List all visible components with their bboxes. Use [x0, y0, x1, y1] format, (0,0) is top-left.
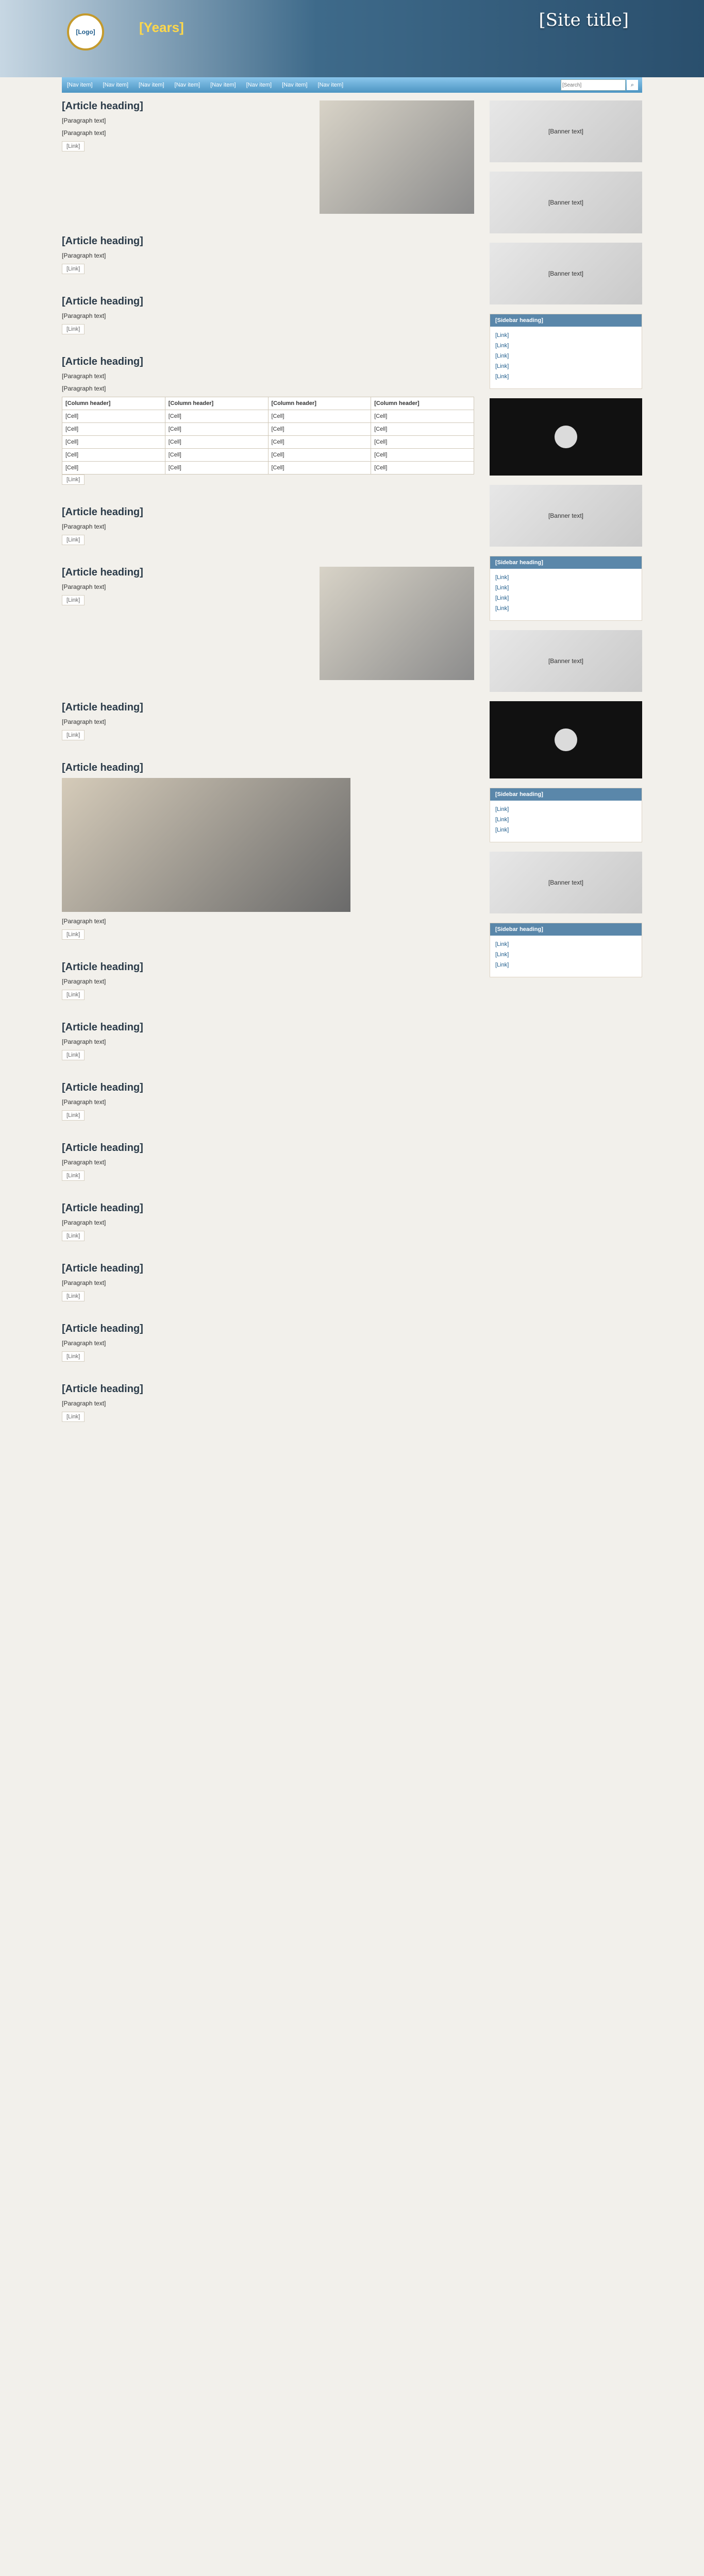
logo-text: [Logo] — [76, 28, 95, 36]
sidebar-banner[interactable]: [Banner text] — [490, 852, 642, 913]
more-link[interactable]: [Link] — [62, 1351, 85, 1362]
sidebar-box — [490, 556, 642, 621]
play-icon[interactable] — [555, 728, 577, 751]
article-paragraph: [Paragraph text] — [62, 117, 106, 124]
article — [62, 567, 474, 680]
table-row — [62, 449, 474, 462]
more-link[interactable]: [Link] — [62, 474, 85, 485]
sidebar-link[interactable]: [Link] — [495, 605, 509, 612]
article-paragraph: [Paragraph text] — [62, 583, 106, 590]
article-title: [Article heading] — [62, 1202, 143, 1214]
search-container — [561, 79, 638, 91]
article — [62, 1202, 474, 1241]
article-paragraph: [Paragraph text] — [62, 1098, 106, 1106]
article-paragraph: [Paragraph text] — [62, 372, 106, 380]
admissions-table — [62, 397, 474, 474]
sidebar-link[interactable]: [Link] — [495, 332, 509, 338]
sidebar-banner[interactable]: [Banner text] — [490, 100, 642, 162]
more-link[interactable]: [Link] — [62, 264, 85, 274]
article-paragraph: [Paragraph text] — [62, 1279, 106, 1286]
sidebar-link[interactable]: [Link] — [495, 827, 509, 833]
table-row — [62, 423, 474, 436]
more-link[interactable]: [Link] — [62, 1110, 85, 1121]
sidebar-link[interactable]: [Link] — [495, 374, 509, 380]
article-title: [Article heading] — [62, 356, 143, 367]
logo-emblem — [67, 13, 104, 50]
video-player[interactable] — [490, 398, 642, 476]
sidebar-title: [Sidebar heading] — [490, 556, 642, 569]
more-link[interactable]: [Link] — [62, 1412, 85, 1422]
article — [62, 961, 474, 1000]
sidebar-link[interactable]: [Link] — [495, 574, 509, 581]
article-paragraph: [Paragraph text] — [62, 312, 106, 319]
table-cell: [Cell] — [165, 449, 268, 462]
table-cell: [Cell] — [165, 410, 268, 423]
search-input[interactable] — [561, 79, 626, 91]
article-title: [Article heading] — [62, 1323, 143, 1334]
article-title: [Article heading] — [62, 100, 143, 112]
table-cell: [Cell] — [62, 449, 165, 462]
site-header — [0, 0, 704, 88]
table-cell: [Cell] — [268, 462, 371, 474]
article — [62, 1082, 474, 1121]
article-paragraph: [Paragraph text] — [62, 385, 106, 392]
sidebar-banner[interactable]: [Banner text] — [490, 243, 642, 304]
sidebar-link[interactable]: [Link] — [495, 595, 509, 601]
play-icon[interactable] — [555, 426, 577, 448]
sidebar-link[interactable]: [Link] — [495, 806, 509, 812]
sidebar-title: [Sidebar heading] — [490, 923, 642, 936]
article-title: [Article heading] — [62, 296, 143, 307]
nav-item[interactable]: [Nav item] — [174, 82, 200, 88]
site-logo[interactable] — [62, 9, 186, 66]
table-cell: [Cell] — [62, 436, 165, 449]
table-cell: [Cell] — [62, 423, 165, 436]
table-header: [Column header] — [268, 397, 371, 410]
table-cell: [Cell] — [371, 449, 474, 462]
article-title: [Article heading] — [62, 1263, 143, 1274]
sidebar — [490, 100, 642, 987]
table-cell: [Cell] — [371, 410, 474, 423]
article-paragraph: [Paragraph text] — [62, 1219, 106, 1226]
sidebar-link[interactable]: [Link] — [495, 952, 509, 958]
more-link[interactable]: [Link] — [62, 141, 85, 151]
sidebar-body — [490, 936, 642, 977]
article-paragraph: [Paragraph text] — [62, 523, 106, 530]
article-title: [Article heading] — [62, 1082, 143, 1093]
video-player[interactable] — [490, 701, 642, 778]
table-cell: [Cell] — [268, 410, 371, 423]
more-link[interactable]: [Link] — [62, 1291, 85, 1301]
article-paragraph: [Paragraph text] — [62, 1038, 106, 1045]
more-link[interactable]: [Link] — [62, 929, 85, 940]
more-link[interactable]: [Link] — [62, 324, 85, 334]
nav-item[interactable]: [Nav item] — [67, 82, 93, 88]
sidebar-link[interactable]: [Link] — [495, 941, 509, 947]
main-column — [62, 100, 474, 1444]
top-nav — [62, 77, 642, 93]
article-paragraph: [Paragraph text] — [62, 918, 106, 925]
nav-item[interactable]: [Nav item] — [246, 82, 272, 88]
table-cell: [Cell] — [165, 423, 268, 436]
article — [62, 762, 474, 940]
table-cell: [Cell] — [62, 462, 165, 474]
sidebar-banner[interactable]: [Banner text] — [490, 485, 642, 547]
table-cell: [Cell] — [371, 462, 474, 474]
sidebar-link[interactable]: [Link] — [495, 962, 509, 968]
article-title: [Article heading] — [62, 702, 143, 713]
article-title: [Article heading] — [62, 235, 143, 247]
sidebar-link[interactable]: [Link] — [495, 353, 509, 359]
site-title: [Site title] — [539, 10, 629, 30]
article-photo — [320, 100, 474, 214]
article-paragraph: [Paragraph text] — [62, 1340, 106, 1347]
table-header: [Column header] — [165, 397, 268, 410]
nav-item[interactable]: [Nav item] — [139, 82, 164, 88]
article — [62, 1022, 474, 1060]
sidebar-title: [Sidebar heading] — [490, 314, 642, 327]
more-link[interactable]: [Link] — [62, 1050, 85, 1060]
article — [62, 296, 474, 334]
sidebar-link[interactable]: [Link] — [495, 343, 509, 349]
article — [62, 1263, 474, 1301]
more-link[interactable]: [Link] — [62, 535, 85, 545]
nav-item[interactable]: [Nav item] — [317, 82, 344, 88]
article — [62, 1323, 474, 1362]
article — [62, 100, 474, 214]
table-row — [62, 436, 474, 449]
more-link[interactable]: [Link] — [62, 595, 85, 605]
table-header: [Column header] — [371, 397, 474, 410]
table-header: [Column header] — [62, 397, 165, 410]
nav-item[interactable]: [Nav item] — [103, 82, 129, 88]
more-link[interactable]: [Link] — [62, 1231, 85, 1241]
article-paragraph: [Paragraph text] — [62, 1400, 106, 1407]
sidebar-link[interactable]: [Link] — [495, 817, 509, 823]
article-photo — [62, 778, 350, 912]
sidebar-body — [490, 327, 642, 388]
sidebar-body — [490, 569, 642, 620]
sidebar-title: [Sidebar heading] — [490, 788, 642, 801]
table-cell: [Cell] — [268, 449, 371, 462]
table-cell: [Cell] — [371, 423, 474, 436]
article — [62, 702, 474, 740]
sidebar-body — [490, 801, 642, 842]
sidebar-banner[interactable]: [Banner text] — [490, 630, 642, 692]
table-row — [62, 462, 474, 474]
table-row — [62, 410, 474, 423]
sidebar-box — [490, 923, 642, 977]
sidebar-box — [490, 314, 642, 389]
table-cell: [Cell] — [268, 436, 371, 449]
article-title: [Article heading] — [62, 1022, 143, 1033]
article-title: [Article heading] — [62, 506, 143, 518]
article — [62, 235, 474, 274]
article-paragraph: [Paragraph text] — [62, 129, 106, 137]
article-photo — [320, 567, 474, 680]
more-link[interactable]: [Link] — [62, 1171, 85, 1181]
sidebar-link[interactable]: [Link] — [495, 585, 509, 591]
sidebar-box — [490, 788, 642, 842]
sidebar-link[interactable]: [Link] — [495, 363, 509, 369]
search-icon[interactable]: ⌕ — [627, 80, 638, 90]
table-cell: [Cell] — [165, 436, 268, 449]
article-title: [Article heading] — [62, 762, 143, 773]
nav-item[interactable]: [Nav item] — [282, 82, 308, 88]
article — [62, 1142, 474, 1181]
table-cell: [Cell] — [165, 462, 268, 474]
article-paragraph: [Paragraph text] — [62, 1159, 106, 1166]
article-title: [Article heading] — [62, 567, 143, 578]
table-cell: [Cell] — [371, 436, 474, 449]
sidebar-banner[interactable]: [Banner text] — [490, 172, 642, 233]
more-link[interactable]: [Link] — [62, 990, 85, 1000]
article-paragraph: [Paragraph text] — [62, 252, 106, 259]
article-paragraph: [Paragraph text] — [62, 718, 106, 725]
logo-years: [Years] — [139, 20, 184, 35]
nav-item[interactable]: [Nav item] — [210, 82, 236, 88]
article-title: [Article heading] — [62, 1383, 143, 1395]
article — [62, 356, 474, 485]
article-title: [Article heading] — [62, 961, 143, 973]
table-cell: [Cell] — [62, 410, 165, 423]
article-title: [Article heading] — [62, 1142, 143, 1154]
more-link[interactable]: [Link] — [62, 730, 85, 740]
table-cell: [Cell] — [268, 423, 371, 436]
article — [62, 506, 474, 545]
article — [62, 1383, 474, 1422]
article-paragraph: [Paragraph text] — [62, 978, 106, 985]
